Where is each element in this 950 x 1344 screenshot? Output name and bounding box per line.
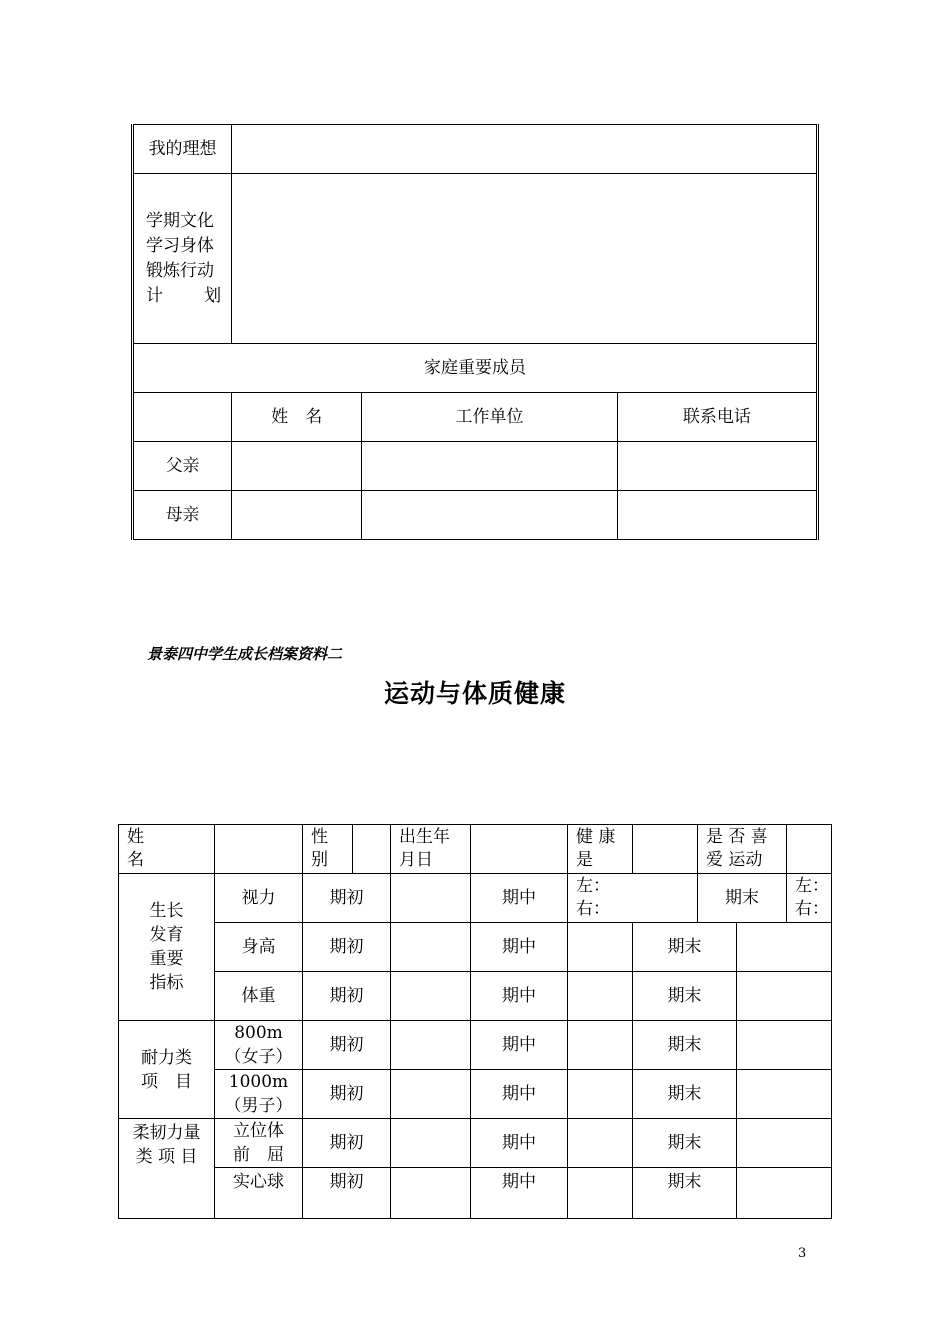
sit-reach-end-value[interactable] xyxy=(737,1119,832,1168)
flex-group-label xyxy=(119,1119,215,1219)
plan-label-line: 学习身体 xyxy=(146,235,214,256)
weight-start-label: 期初 xyxy=(303,972,391,1021)
vision-mid-value[interactable] xyxy=(568,874,698,923)
sport-value[interactable] xyxy=(787,825,832,874)
school-name: 景泰四中学生成长档案资料二 xyxy=(147,645,343,663)
page-number: 3 xyxy=(798,1246,807,1261)
height-label: 身高 xyxy=(215,923,303,972)
medicine-ball-end-label: 期末 xyxy=(633,1168,737,1219)
father-name[interactable] xyxy=(232,442,362,491)
mother-phone[interactable] xyxy=(617,491,817,540)
height-end-label: 期末 xyxy=(633,923,737,972)
family-header: 家庭重要成员 xyxy=(133,344,818,393)
mother-work[interactable] xyxy=(362,491,617,540)
medicine-ball-label: 实心球 xyxy=(215,1168,303,1219)
vision-start-value[interactable] xyxy=(391,874,471,923)
run800-label xyxy=(215,1021,303,1070)
endurance-group-label xyxy=(119,1021,215,1119)
plan-value[interactable] xyxy=(232,174,818,344)
run800-start-label: 期初 xyxy=(303,1021,391,1070)
vision-mid-label: 期中 xyxy=(471,874,568,923)
sit-reach-mid-label: 期中 xyxy=(471,1119,568,1168)
height-start-label: 期初 xyxy=(303,923,391,972)
personal-info-table xyxy=(131,124,819,540)
run800-mid-value[interactable] xyxy=(568,1021,633,1070)
weight-mid-value[interactable] xyxy=(568,972,633,1021)
flex-group-text: 柔韧力量 类 项 目 xyxy=(132,1123,201,1167)
medicine-ball-start-value[interactable] xyxy=(391,1168,471,1219)
gender-value[interactable] xyxy=(353,825,391,874)
plan-label-line: 学期文化 xyxy=(146,210,214,231)
run800-end-label: 期末 xyxy=(633,1021,737,1070)
sport-label-text: 是 否 喜 爱 运动 xyxy=(706,827,768,870)
plan-label-line: 计 划 xyxy=(146,285,222,306)
run1000-end-label: 期末 xyxy=(633,1070,737,1119)
weight-start-value[interactable] xyxy=(391,972,471,1021)
mother-name[interactable] xyxy=(232,491,362,540)
father-phone[interactable] xyxy=(617,442,817,491)
health-value[interactable] xyxy=(633,825,698,874)
vision-end-value[interactable] xyxy=(787,874,832,923)
section-title: 运动与体质健康 xyxy=(383,679,566,708)
run800-end-value[interactable] xyxy=(737,1021,832,1070)
run800-start-value[interactable] xyxy=(391,1021,471,1070)
growth-group-text: 生长 发育 重要 指标 xyxy=(149,901,184,993)
sport-label xyxy=(698,825,787,874)
physical-health-table xyxy=(118,824,832,1219)
sit-reach-start-label: 期初 xyxy=(303,1119,391,1168)
health-label-text: 健 康 是 xyxy=(576,827,616,870)
run1000-end-value[interactable] xyxy=(737,1070,832,1119)
ideal-value[interactable] xyxy=(232,125,818,174)
sit-reach-end-label: 期末 xyxy=(633,1119,737,1168)
run800-mid-label: 期中 xyxy=(471,1021,568,1070)
vision-end-label: 期末 xyxy=(698,874,787,923)
mother-label: 母亲 xyxy=(133,491,232,540)
vision-start-label: 期初 xyxy=(303,874,391,923)
run800-text: 800m （女子） xyxy=(224,1023,293,1067)
vision-label: 视力 xyxy=(215,874,303,923)
height-end-value[interactable] xyxy=(737,923,832,972)
medicine-ball-mid-label: 期中 xyxy=(471,1168,568,1219)
endurance-group-text: 耐力类 项 目 xyxy=(141,1047,192,1092)
sit-reach-start-value[interactable] xyxy=(391,1119,471,1168)
left-right-text: 左： 右： xyxy=(576,876,610,919)
run1000-start-value[interactable] xyxy=(391,1070,471,1119)
medicine-ball-start-label: 期初 xyxy=(303,1168,391,1219)
growth-group-label xyxy=(119,874,215,1021)
height-start-value[interactable] xyxy=(391,923,471,972)
name-label: 姓 名 xyxy=(119,825,215,874)
sit-reach-text: 立位体 前 屈 xyxy=(233,1121,284,1165)
health-label xyxy=(568,825,633,874)
weight-label: 体重 xyxy=(215,972,303,1021)
run1000-mid-label: 期中 xyxy=(471,1070,568,1119)
father-label: 父亲 xyxy=(133,442,232,491)
run1000-start-label: 期初 xyxy=(303,1070,391,1119)
run1000-mid-value[interactable] xyxy=(568,1070,633,1119)
name-value[interactable] xyxy=(215,825,303,874)
plan-label-line: 锻炼行动 xyxy=(146,260,214,281)
medicine-ball-mid-value[interactable] xyxy=(568,1168,633,1219)
height-mid-label: 期中 xyxy=(471,923,568,972)
height-mid-value[interactable] xyxy=(568,923,633,972)
medicine-ball-end-value[interactable] xyxy=(737,1168,832,1219)
birth-label-text: 出生年 月日 xyxy=(399,827,450,870)
birth-label xyxy=(391,825,471,874)
run1000-text: 1000m （男子） xyxy=(224,1072,293,1116)
gender-label-text: 性 别 xyxy=(311,827,328,870)
father-work[interactable] xyxy=(362,442,617,491)
run1000-label xyxy=(215,1070,303,1119)
gender-label xyxy=(303,825,353,874)
birth-value[interactable] xyxy=(471,825,568,874)
col-name-header: 姓 名 xyxy=(232,393,362,442)
weight-end-label: 期末 xyxy=(633,972,737,1021)
col-phone-header: 联系电话 xyxy=(617,393,817,442)
sit-reach-label xyxy=(215,1119,303,1168)
left-right-text: 左： 右： xyxy=(795,876,829,919)
sit-reach-mid-value[interactable] xyxy=(568,1119,633,1168)
weight-end-value[interactable] xyxy=(737,972,832,1021)
blank-cell xyxy=(133,393,232,442)
plan-label xyxy=(133,174,232,344)
weight-mid-label: 期中 xyxy=(471,972,568,1021)
ideal-label: 我的理想 xyxy=(133,125,232,174)
col-work-header: 工作单位 xyxy=(362,393,617,442)
